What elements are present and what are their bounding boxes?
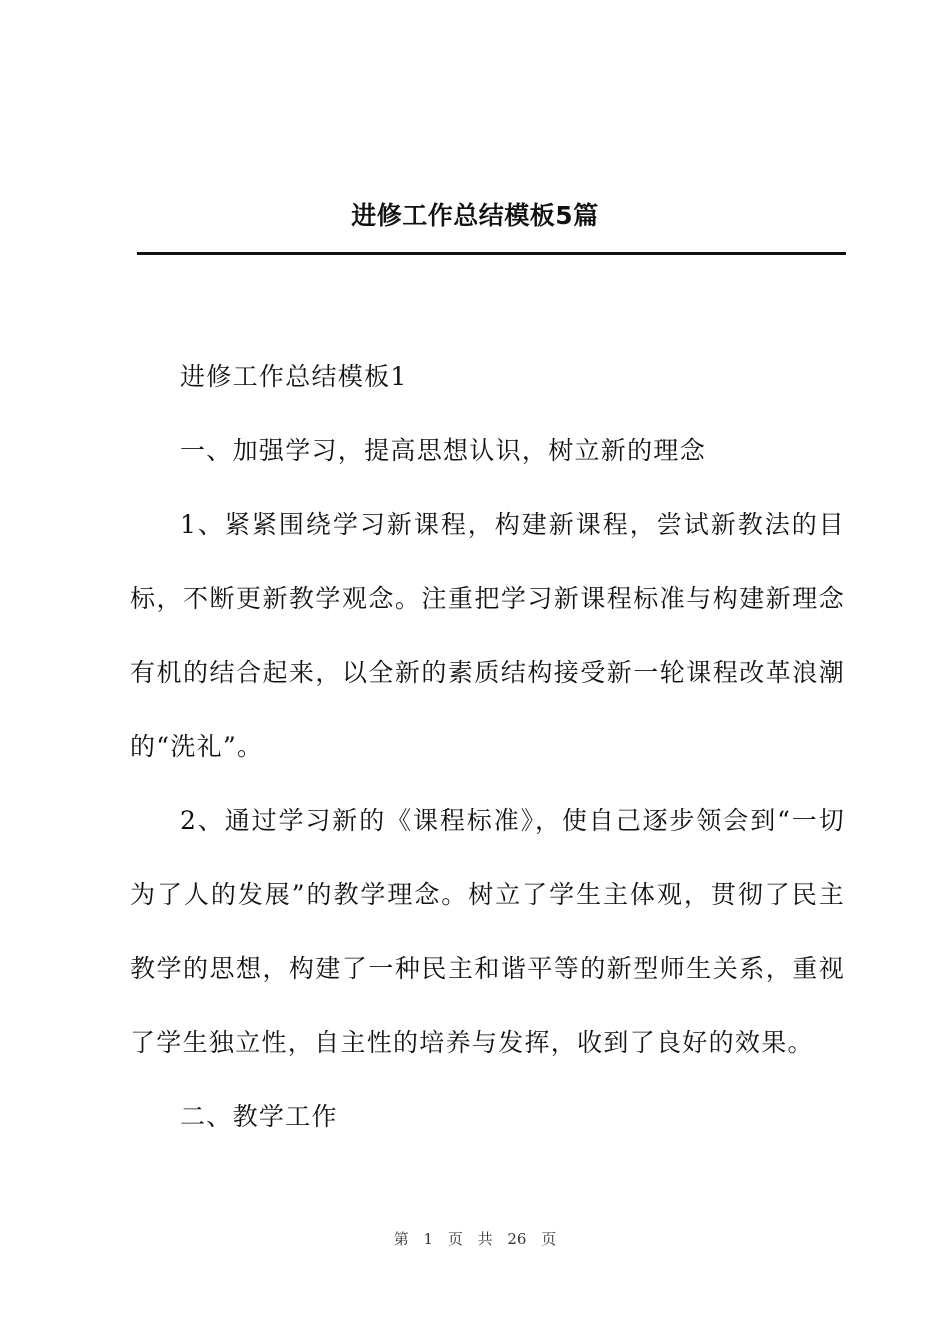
paragraph: 1、紧紧围绕学习新课程，构建新课程，尝试新教法的目标，不断更新教学观念。注重把学习新课程标准与构建新理念有机的结合起来，以全新的素质结构接受新一轮课程改革浪潮的“洗礼”。 [130, 510, 845, 761]
paragraph: 2、通过学习新的《课程标准》，使自己逐步领会到“一切为了人的发展”的教学理念。树立了学生主体观，贯彻了民主教学的思想，构建了一种民主和谐平等的新型师生关系，重视了学生独立性，自主性的培养与发挥，收到了良好的效果。 [130, 806, 845, 1057]
document-title: 进修工作总结模板5篇 [351, 201, 599, 230]
subsection-heading: 二、教学工作 [180, 1102, 338, 1131]
subsection-heading: 一、加强学习，提高思想认识，树立新的理念 [180, 436, 707, 465]
page-footer: 第 1 页 共 26 页 [393, 1230, 557, 1248]
section-heading: 进修工作总结模板1 [180, 362, 408, 391]
document-body [130, 340, 845, 1154]
title-underline [137, 252, 846, 255]
